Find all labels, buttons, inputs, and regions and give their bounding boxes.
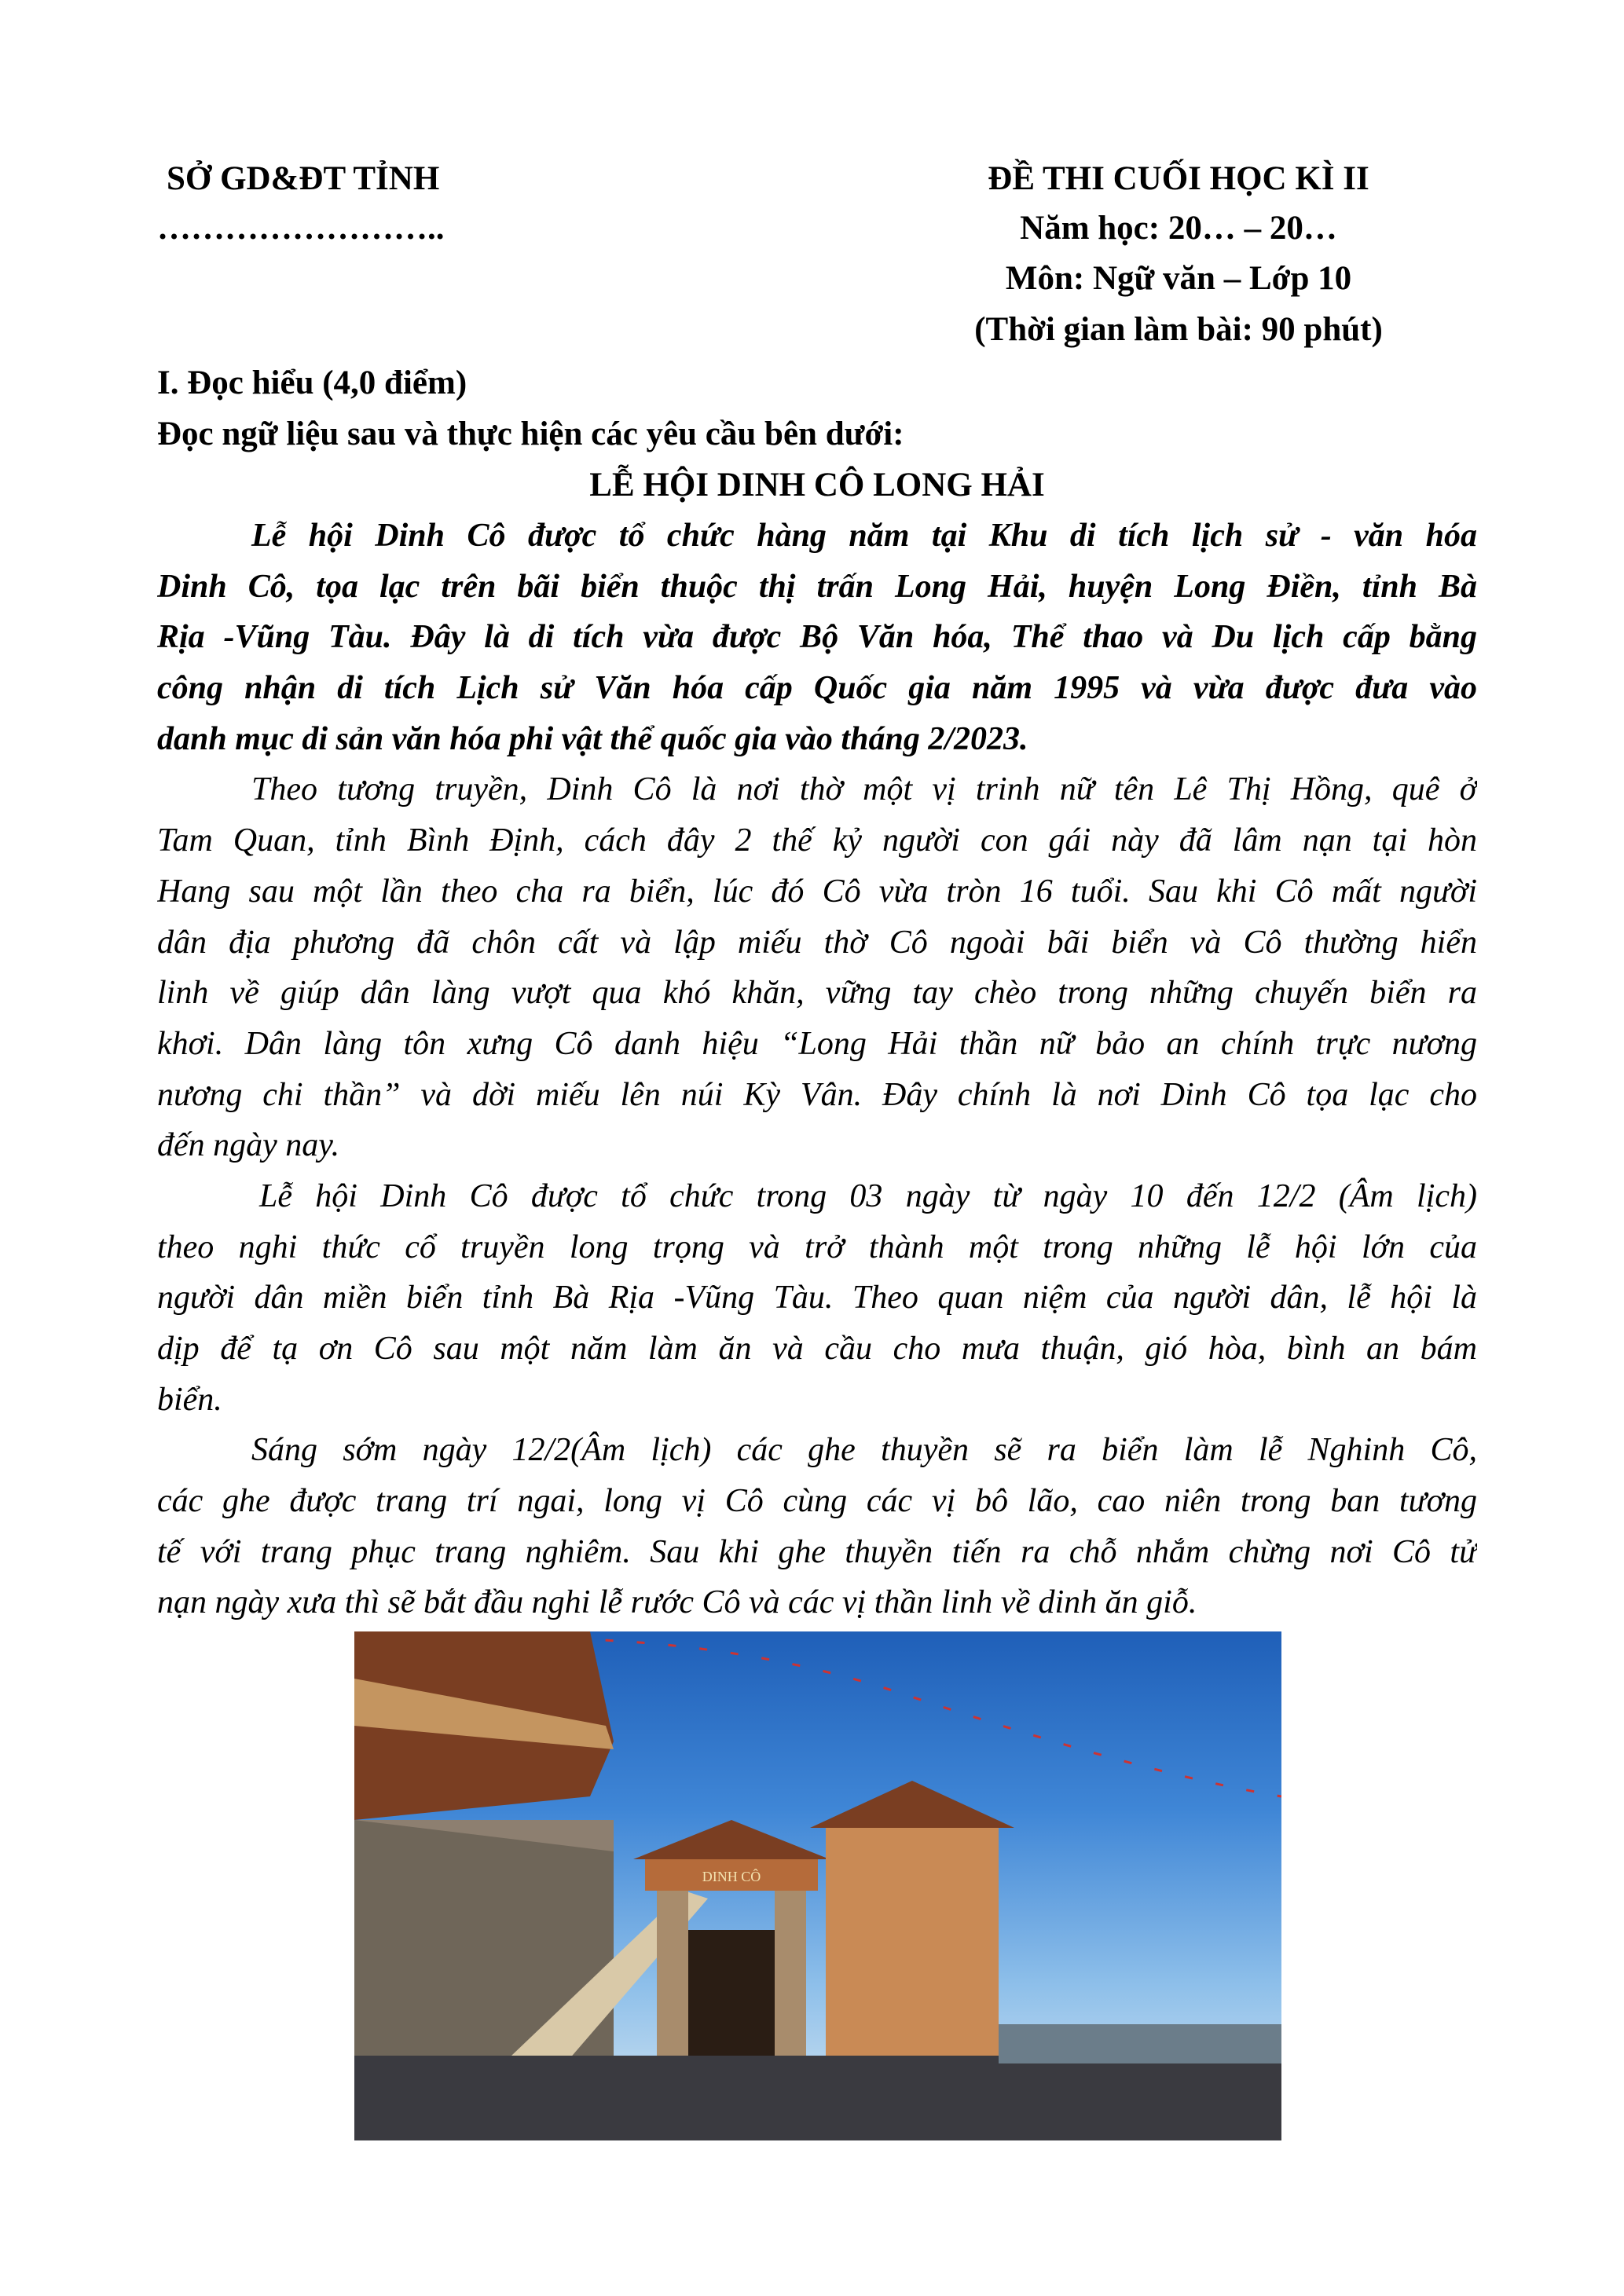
text-line: tế với trang phục trang nghiêm. Sau khi ghe thuyền tiến ra chỗ nhắm chừng nơi Cô tử xyxy=(157,1533,1477,1570)
text-line: Dinh Cô, tọa lạc trên bãi biển thuộc thị trấn Long Hải, huyện Long Điền, tỉnh Bà xyxy=(157,568,1477,605)
paragraph-1 xyxy=(157,511,1477,764)
text-line: nương chi thần” và dời miếu lên núi Kỳ Vân. Đây chính là nơi Dinh Cô tọa lạc cho xyxy=(157,1076,1477,1113)
text-line: Theo tương truyền, Dinh Cô là nơi thờ một vị trinh nữ tên Lê Thị Hồng, quê ở xyxy=(251,771,1477,808)
text-line: người dân miền biển tỉnh Bà Rịa -Vũng Tàu. Theo quan niệm của người dân, lễ hội là xyxy=(157,1280,1477,1316)
text-line: Hang sau một lần theo cha ra biển, lúc đó Cô vừa tròn 16 tuổi. Sau khi Cô mất người xyxy=(157,873,1477,910)
text-line: Sáng sớm ngày 12/2(Âm lịch) các ghe thuyền sẽ ra biển làm lễ Nghinh Cô, xyxy=(251,1432,1477,1469)
text-line: Tam Quan, tỉnh Bình Định, cách đây 2 thế kỷ người con gái này đã lâm nạn tại hòn xyxy=(157,822,1477,859)
text-line: linh về giúp dân làng vượt qua khó khăn, vững tay chèo trong những chuyến biển ra xyxy=(157,975,1477,1012)
text-line: khơi. Dân làng tôn xưng Cô danh hiệu “Long Hải thần nữ bảo an chính trực nương xyxy=(157,1025,1477,1062)
gate-sign: DINH CÔ xyxy=(702,1869,761,1884)
paragraph-2 xyxy=(157,764,1477,1171)
school-year: Năm học: 20… – 20… xyxy=(1020,210,1337,247)
text-line: các ghe được trang trí ngai, long vị Cô cùng các vị bô lão, cao niên trong ban tương xyxy=(157,1483,1477,1520)
department-label: SỞ GD&ĐT TỈNH xyxy=(167,160,440,197)
passage-body xyxy=(157,511,1477,1628)
dinh-co-temple-photo xyxy=(354,1631,1281,2140)
section-title: I. Đọc hiểu (4,0 điểm) xyxy=(157,364,467,401)
paragraph-3 xyxy=(157,1171,1477,1425)
text-line: dân địa phương đã chôn cất và lập miếu thờ Cô ngoài bãi biển và Cô thường hiển xyxy=(157,924,1477,961)
province-placeholder: …………………….. xyxy=(157,210,445,247)
text-line: dịp để tạ ơn Cô sau một năm làm ăn và cầu cho mưa thuận, gió hòa, bình an bám xyxy=(157,1331,1477,1367)
paragraph-4 xyxy=(157,1425,1477,1628)
exam-duration: (Thời gian làm bài: 90 phút) xyxy=(974,311,1383,348)
subject-grade: Môn: Ngữ văn – Lớp 10 xyxy=(1005,260,1352,297)
text-line: theo nghi thức cổ truyền long trọng và trở thành một trong những lễ hội lớn của xyxy=(157,1229,1477,1265)
text-line: công nhận di tích Lịch sử Văn hóa cấp Quốc gia năm 1995 và vừa được đưa vào xyxy=(157,670,1477,707)
section-instruction: Đọc ngữ liệu sau và thực hiện các yêu cầu bên dưới: xyxy=(157,416,904,452)
text-line: Lễ hội Dinh Cô được tổ chức trong 03 ngày từ ngày 10 đến 12/2 (Âm lịch) xyxy=(259,1177,1477,1214)
text-line: nạn ngày xưa thì sẽ bắt đầu nghi lễ rước Cô và các vị thần linh về dinh ăn giỗ. xyxy=(157,1584,1197,1621)
temple-illustration xyxy=(354,1631,1281,2140)
text-line: Lễ hội Dinh Cô được tổ chức hàng năm tại Khu di tích lịch sử - văn hóa xyxy=(251,518,1477,554)
text-line: đến ngày nay. xyxy=(157,1127,340,1164)
text-line: Rịa -Vũng Tàu. Đây là di tích vừa được Bộ Văn hóa, Thể thao và Du lịch cấp bằng xyxy=(157,619,1477,656)
passage-title: LỄ HỘI DINH CÔ LONG HẢI xyxy=(589,467,1045,504)
exam-title: ĐỀ THI CUỐI HỌC KÌ II xyxy=(988,160,1369,197)
text-line: danh mục di sản văn hóa phi vật thể quốc gia vào tháng 2/2023. xyxy=(157,720,1028,757)
text-line: biển. xyxy=(157,1381,222,1418)
